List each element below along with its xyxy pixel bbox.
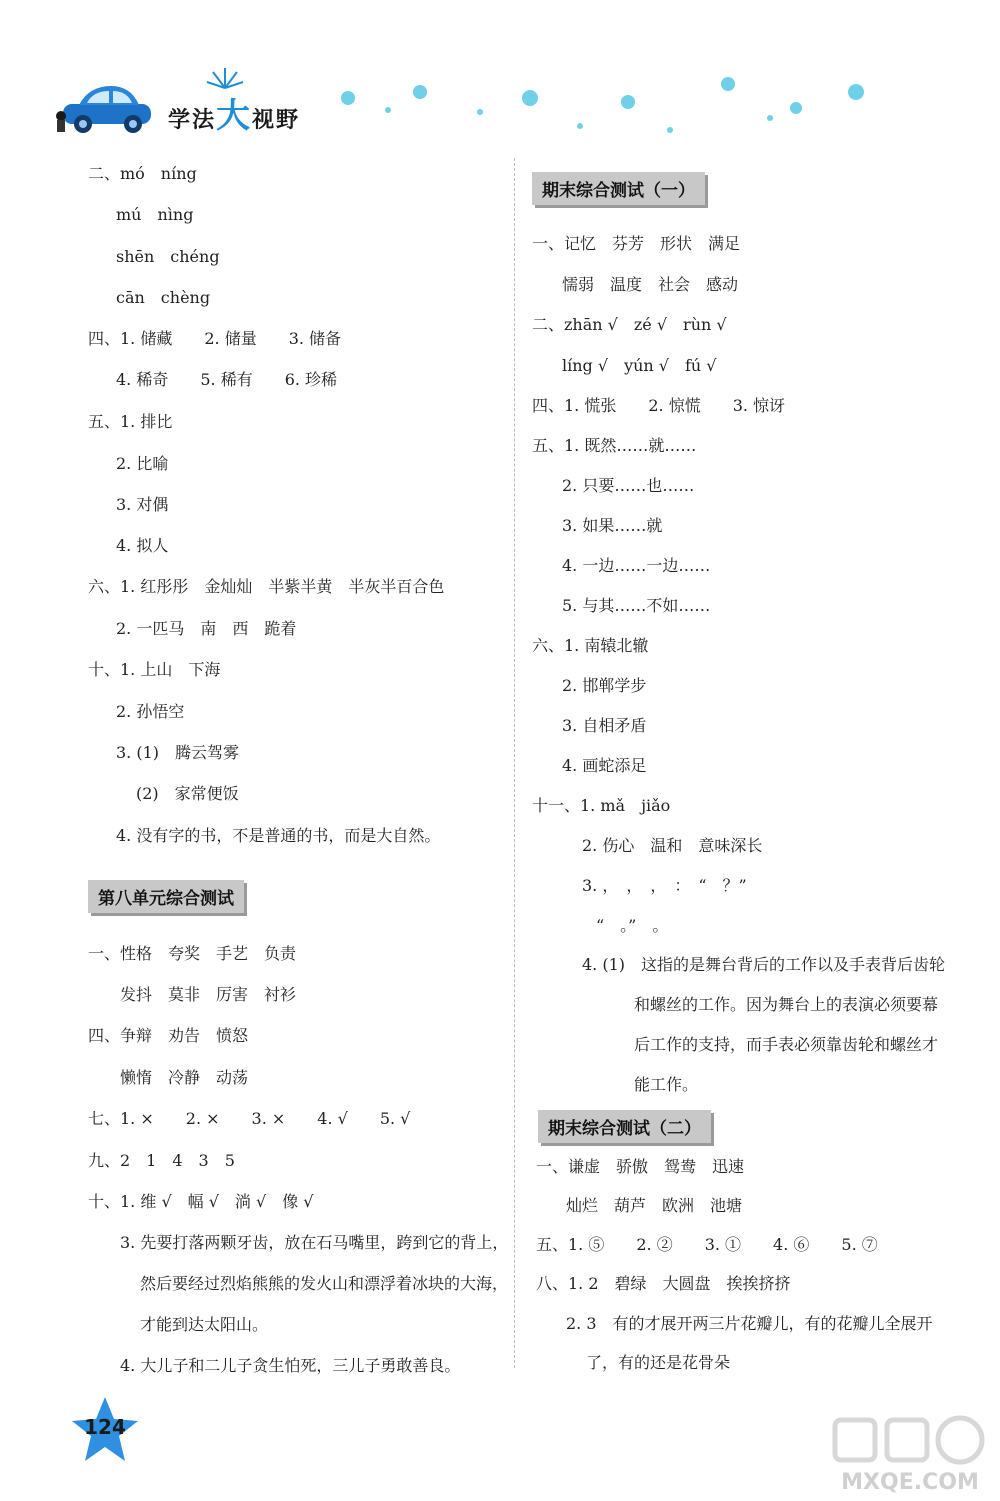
answer-line: 2. 邯郸学步 xyxy=(562,676,647,695)
answer-line: 二、zhān √ zé √ rùn √ xyxy=(532,315,727,334)
answer-line: 后工作的支持，而手表必须靠齿轮和螺丝才 xyxy=(634,1035,939,1054)
watermark-logo-icon xyxy=(825,1410,995,1470)
answer-line: 3. ， ， ， ： “ ？” xyxy=(582,876,747,895)
answer-line: 九、2 1 4 3 5 xyxy=(88,1151,235,1170)
answer-line: 五、1. ⑤ 2. ② 3. ① 4. ⑥ 5. ⑦ xyxy=(536,1235,878,1254)
answer-line: 4. 一边……一边…… xyxy=(562,556,711,575)
answer-line: 十、1. 维 √ 幅 √ 淌 √ 像 √ xyxy=(88,1192,314,1211)
brand-text-big: 大 xyxy=(216,96,253,136)
answer-line: 5. 与其……不如…… xyxy=(562,596,711,615)
answer-line: 一、谦虚 骄傲 鸳鸯 迅速 xyxy=(536,1157,745,1176)
answer-line: 4. 画蛇添足 xyxy=(562,756,647,775)
watermark-url: MXQE.COM xyxy=(841,1470,979,1495)
brand-text-1: 学法 xyxy=(168,108,217,133)
answer-line: 四、1. 储藏 2. 储量 3. 储备 xyxy=(88,329,342,348)
answer-line: 3. 对偶 xyxy=(116,495,169,514)
column-divider xyxy=(514,158,515,1368)
answer-line: 灿烂 葫芦 欧洲 池塘 xyxy=(566,1196,743,1215)
answer-line: 2. 只要……也…… xyxy=(562,476,695,495)
answer-line: 3. 先要打落两颗牙齿，放在石马嘴里，跨到它的背上， xyxy=(120,1233,509,1252)
answer-line: 七、1. × 2. × 3. × 4. √ 5. √ xyxy=(88,1109,411,1128)
answer-line: 2. 3 有的才展开两三片花瓣儿，有的花瓣儿全展开 xyxy=(566,1314,933,1333)
brand-text-2: 视野 xyxy=(252,108,301,133)
answer-line: 4. 没有字的书，不是普通的书，而是大自然。 xyxy=(116,826,441,845)
answer-line: 六、1. 红彤彤 金灿灿 半紫半黄 半灰半百合色 xyxy=(88,577,445,596)
answer-line: 2. 比喻 xyxy=(116,454,169,473)
answer-line: 懦弱 温度 社会 感动 xyxy=(562,275,739,294)
answer-line: 十、1. 上山 下海 xyxy=(88,660,221,679)
answer-line: 能工作。 xyxy=(634,1075,699,1094)
answer-line: 3. 如果……就 xyxy=(562,516,663,535)
section-title-final2: 期末综合测试（二） xyxy=(538,1110,711,1143)
answer-line: 才能到达太阳山。 xyxy=(140,1315,269,1334)
snowflake-decoration-icon xyxy=(330,70,890,140)
answer-line: 五、1. 排比 xyxy=(88,412,173,431)
answer-line: 十一、1. mǎ jiǎo xyxy=(532,796,671,815)
answer-line: 3. 自相矛盾 xyxy=(562,716,647,735)
page-header xyxy=(0,0,1000,150)
section-title-final1: 期末综合测试（一） xyxy=(532,172,705,205)
answer-line: 四、争辩 劝告 愤怒 xyxy=(88,1026,249,1045)
answer-line: 和螺丝的工作。因为舞台上的表演必须要幕 xyxy=(634,995,939,1014)
page-number-badge xyxy=(70,1395,140,1465)
answer-line: 4. 拟人 xyxy=(116,536,169,555)
answer-line: “ 。” 。 xyxy=(596,916,669,935)
answer-line: 五、1. 既然……就…… xyxy=(532,436,697,455)
answer-line: 懒惰 冷静 动荡 xyxy=(120,1068,249,1087)
sun-rays-icon xyxy=(205,64,245,90)
answer-line: 3. (1) 腾云驾雾 xyxy=(116,743,240,762)
answer-line: 一、记忆 芬芳 形状 满足 xyxy=(532,234,741,253)
brand-logo xyxy=(168,88,300,137)
section-title-unit8: 第八单元综合测试 xyxy=(88,880,244,913)
answer-line: 六、1. 南辕北辙 xyxy=(532,636,649,655)
answer-line: 2. 孙悟空 xyxy=(116,702,185,721)
answer-line: 2. 一匹马 南 西 跪着 xyxy=(116,619,297,638)
watermark xyxy=(825,1410,995,1495)
answer-line: (2) 家常便饭 xyxy=(136,784,239,803)
answer-line: 2. 伤心 温和 意味深长 xyxy=(582,836,763,855)
answer-line: 4. 大儿子和二儿子贪生怕死，三儿子勇敢善良。 xyxy=(120,1356,461,1375)
answer-line: shēn chéng xyxy=(116,247,220,266)
answer-line: 八、1. 2 碧绿 大圆盘 挨挨挤挤 xyxy=(536,1274,791,1293)
answer-line: 了，有的还是花骨朵 xyxy=(586,1353,731,1372)
answer-line: 二、mó níng xyxy=(88,164,197,183)
answer-line: mú nìng xyxy=(116,205,194,224)
answer-line: 发抖 莫非 厉害 衬衫 xyxy=(120,985,297,1004)
answer-line: 然后要经过烈焰熊熊的发火山和漂浮着冰块的大海， xyxy=(140,1274,509,1293)
answer-line: 一、性格 夸奖 手艺 负责 xyxy=(88,944,297,963)
page-number: 124 xyxy=(84,1415,126,1439)
answer-line: 4. 稀奇 5. 稀有 6. 珍稀 xyxy=(116,370,338,389)
answer-line: líng √ yún √ fú √ xyxy=(562,356,717,375)
car-icon xyxy=(55,82,160,134)
answer-line: 4. (1) 这指的是舞台背后的工作以及手表背后齿轮 xyxy=(582,955,946,974)
answer-line: cān chèng xyxy=(116,288,211,307)
answer-line: 四、1. 慌张 2. 惊慌 3. 惊讶 xyxy=(532,396,786,415)
